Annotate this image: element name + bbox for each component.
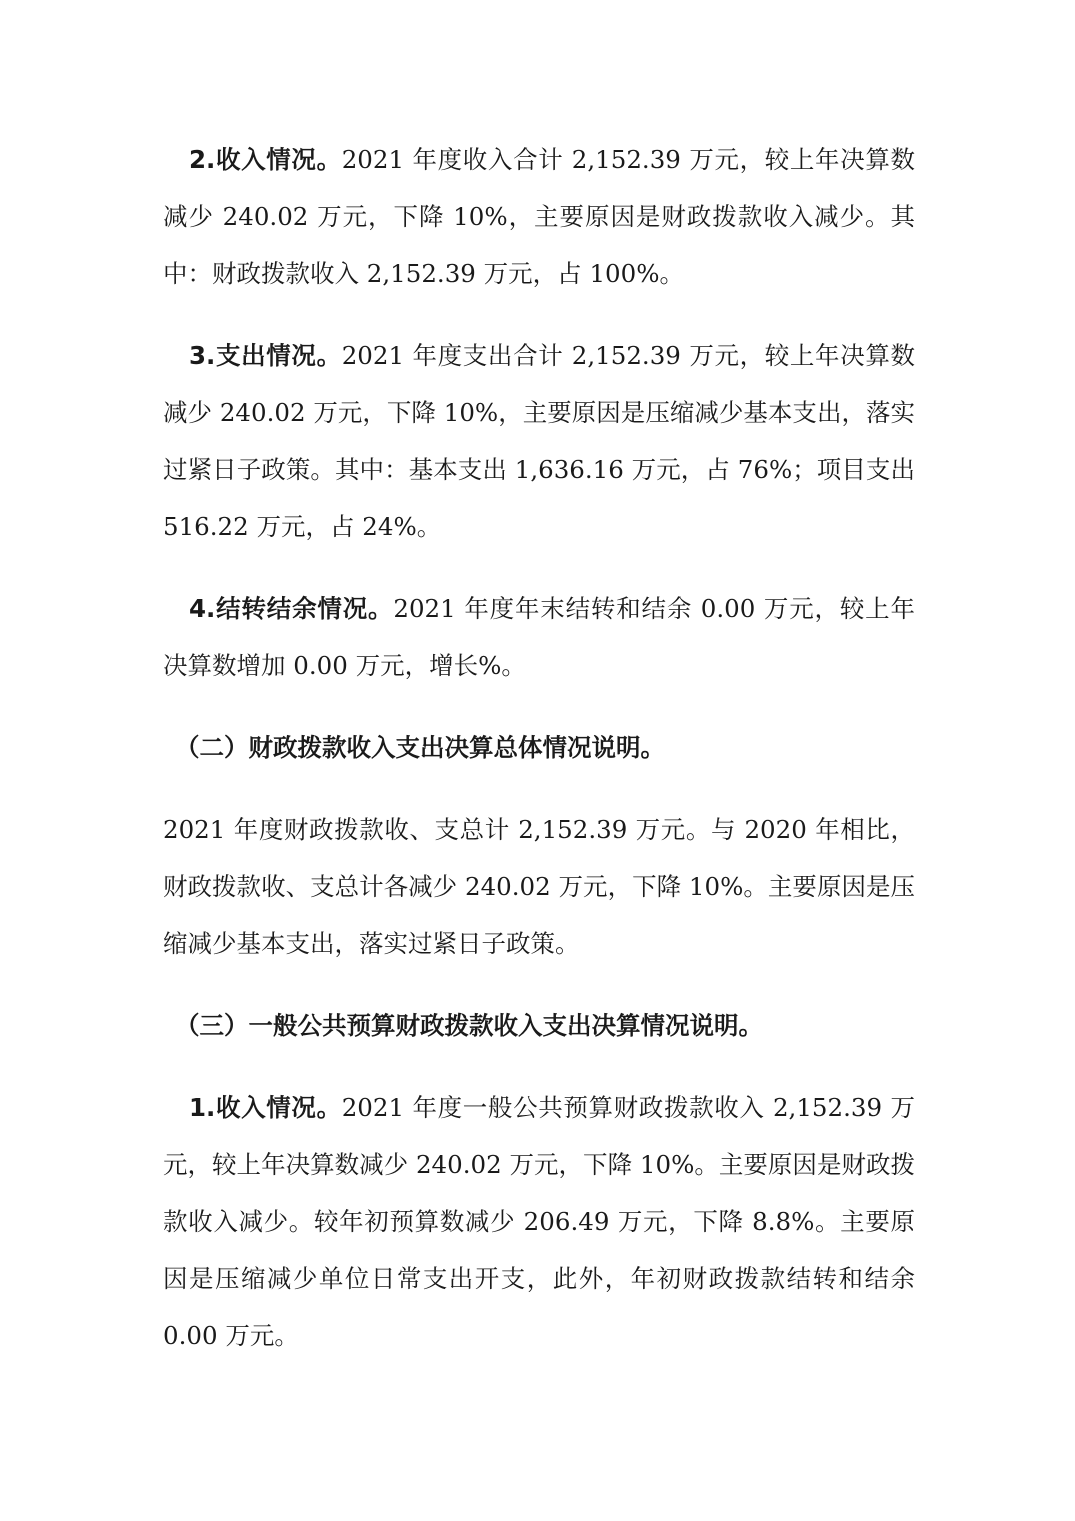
income-paragraph xyxy=(163,131,915,302)
carryover-label: 4.结转结余情况。 xyxy=(189,594,394,623)
income-label: 2.收入情况。 xyxy=(189,145,342,174)
fiscal-overall-paragraph: 2021 年度财政拨款收、支总计 2,152.39 万元。与 2020 年相比，财政拨款收、支总计各减少 240.02 万元，下降 10%。主要原因是压缩减少基本支出，落实过紧日子政策。 xyxy=(163,815,915,958)
carryover-paragraph xyxy=(163,580,915,694)
general-budget-income-text: 2021 年度一般公共预算财政拨款收入 2,152.39 万元，较上年决算数减少 240.02 万元，下降 10%。主要原因是财政拨款收入减少。较年初预算数减少 206.49 万元，下降 8.8%。主要原因是压缩减少单位日常支出开支，此外，年初财政拨款结转和结余 0.00 万元。 xyxy=(163,1093,915,1350)
income-text: 2021 年度收入合计 2,152.39 万元，较上年决算数减少 240.02 万元，下降 10%，主要原因是财政拨款收入减少。其中：财政拨款收入 2,152.39 万元，占 100%。 xyxy=(163,145,915,288)
document-page xyxy=(163,131,915,1364)
expenditure-label: 3.支出情况。 xyxy=(189,341,342,370)
expenditure-text: 2021 年度支出合计 2,152.39 万元，较上年决算数减少 240.02 万元，下降 10%，主要原因是压缩减少基本支出，落实过紧日子政策。其中：基本支出 1,636.16 万元，占 76%；项目支出 516.22 万元，占 24%。 xyxy=(163,341,915,541)
expenditure-paragraph xyxy=(163,327,915,555)
general-budget-income-label: 1.收入情况。 xyxy=(189,1093,342,1122)
general-budget-heading: （三）一般公共预算财政拨款收入支出决算情况说明。 xyxy=(175,1011,763,1040)
carryover-text: 2021 年度年末结转和结余 0.00 万元，较上年决算数增加 0.00 万元，增长%。 xyxy=(163,594,915,680)
general-budget-income-paragraph xyxy=(163,1079,915,1364)
fiscal-overall-heading: （二）财政拨款收入支出决算总体情况说明。 xyxy=(175,733,665,762)
